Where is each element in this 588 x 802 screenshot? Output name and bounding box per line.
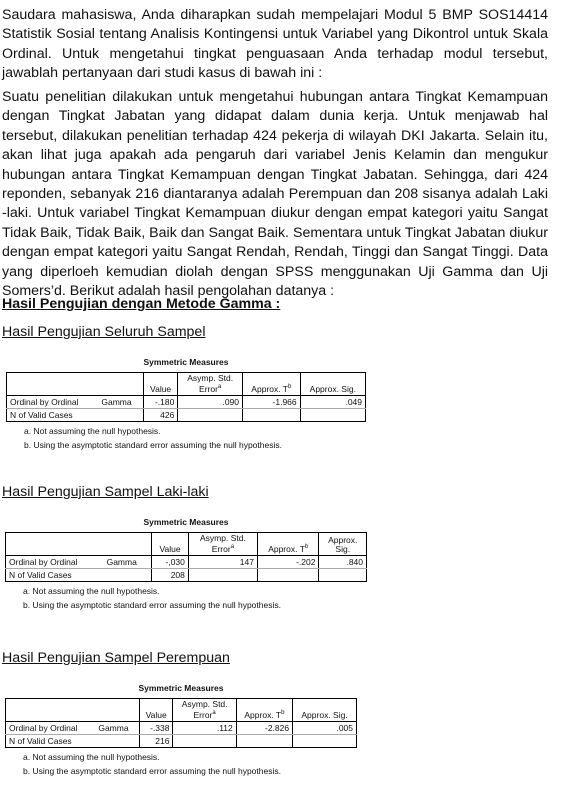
- table-row: Ordinal by Ordinal Gamma -.180 .090 -1.966 .049: [7, 395, 366, 408]
- col-approx-t: Approx. $T^b$: [243, 373, 301, 396]
- table-title: Symmetric Measures: [143, 357, 229, 367]
- table-row: Ordinal by Ordinal Gamma -.338 .112 -2.826 .005: [6, 721, 357, 734]
- table-row: Ordinal by Ordinal Gamma -,030 147 -.202 .840: [6, 555, 367, 568]
- col-value: Value: [143, 373, 177, 396]
- heading-female-sample: Hasil Pengujian Sampel Perempuan: [2, 650, 230, 666]
- table-footnotes: a. Not assuming the null hypothesis. b. Using the asymptotic standard error assuming the null hypothesis.: [23, 751, 281, 776]
- table-footnotes: a. Not assuming the null hypothesis. b. Using the asymptotic standard error assuming the null hypothesis.: [23, 585, 281, 610]
- heading-gamma-method: Hasil Pengujian dengan Metode Gamma :: [2, 296, 281, 312]
- table-title: Symmetric Measures: [143, 517, 229, 527]
- table-footnotes: a. Not assuming the null hypothesis. b. Using the asymptotic standard error assuming the null hypothesis.: [24, 425, 282, 450]
- symmetric-measures-male: Symmetric Measures Value Asymp. Std. Error$^a$ Approx. $T^b$ Approx. Sig. Ordinal by Ordinal Gamma -,030 147 -.202 .840 N of Valid Cases 208 a. Not assuming the null hypothesis. b. Using the asymptotic standard error assuming the null hypothesis.: [5, 517, 367, 612]
- table-row: N of Valid Cases 426: [7, 408, 366, 421]
- intro-paragraph: Saudara mahasiswa, Anda diharapkan sudah mempelajari Modul 5 BMP SOS14414 Statistik Sosial tentang Analisis Kontingensi untuk Variabel yang Dikontrol untuk Skala Ordinal. Untuk mengetahui tingkat penguasaan Anda terhadap modul tersebut, jawablah pertanyaan dari studi kasus di bawah ini :: [2, 7, 548, 82]
- col-asymp-error: Asymp. Std. Error$^a$: [178, 373, 243, 396]
- symmetric-measures-whole: [6, 357, 366, 452]
- table-row: N of Valid Cases 216: [6, 734, 357, 747]
- heading-whole-sample: Hasil Pengujian Seluruh Sampel: [2, 324, 206, 340]
- case-paragraph: Suatu penelitian dilakukan untuk mengetahui hubungan antara Tingkat Kemampuan dengan Tingkat Jabatan yang didapat dalam dunia kerja. Untuk menjawab hal tersebut, dilakukan penelitian terhadap 424 pekerja di wilayah DKI Jakarta. Selain itu, akan lihat juga apakah ada pengaruh dari variabel Jenis Kelamin dan mengukur hubungan antara Tingkat Kemampuan dengan Tingkat Jabatan. Sehingga, dari 424 reponden, sebanyak 216 diantaranya adalah Perempuan dan 208 sisanya adalah Laki -laki. Untuk variabel Tingkat Kemampuan diukur dengan empat kategori yaitu Sangat Tidak Baik, Tidak Baik, Baik dan Sangat Baik. Sementara untuk Tingkat Jabatan diukur dengan empat kategori yaitu Sangat Rendah, Rendah, Tinggi dan Sangat Tinggi. Data yang diperloeh kemudian diolah dengan SPSS menggunakan Uji Gamma dan Uji Somers’d. Berikut adalah hasil pengolahan datanya :: [2, 89, 548, 300]
- table-row: N of Valid Cases 208: [6, 568, 367, 581]
- col-approx-sig: Approx. Sig.: [300, 373, 365, 396]
- heading-male-sample: Hasil Pengujian Sampel Laki-laki: [2, 484, 209, 500]
- table-title: Symmetric Measures: [138, 683, 224, 693]
- symmetric-measures-female: Symmetric Measures Value Asymp. Std. Error$^a$ Approx. $T^b$ Approx. Sig. Ordinal by Ordinal Gamma -.338 .112 -2.826 .005 N of Valid Cases 216 a. Not assuming the null hypothesis. b. Using the asymptotic standard error assuming the null hypothesis.: [5, 683, 357, 778]
